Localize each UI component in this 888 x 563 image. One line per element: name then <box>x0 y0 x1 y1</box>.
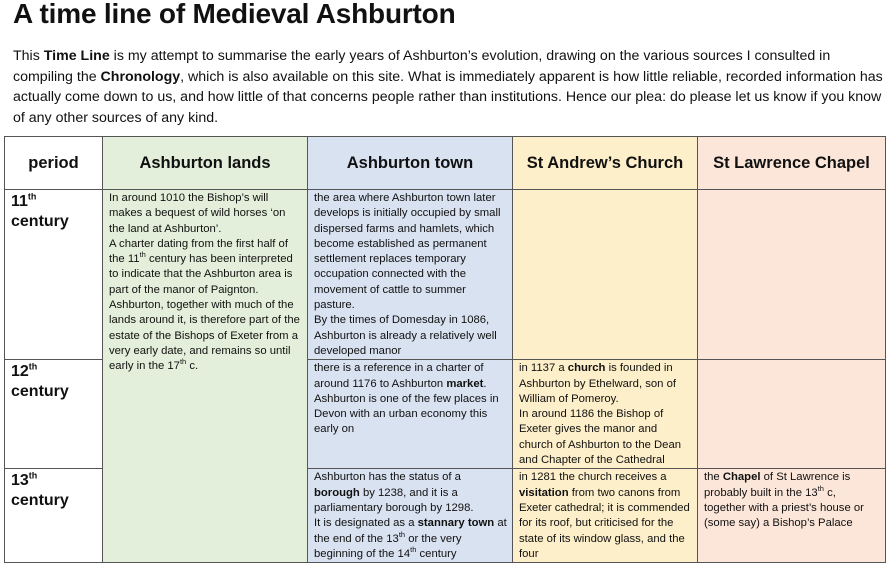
church-cell-11th <box>513 190 698 360</box>
town-cell-13th <box>308 469 513 563</box>
timeline-table <box>4 136 886 563</box>
header-st-lawrence-chapel: St Lawrence Chapel <box>698 137 886 190</box>
time-line-term: Time Line <box>43 48 110 64</box>
header-ashburton-town: Ashburton town <box>308 137 513 190</box>
table-row-11th-century <box>5 190 886 360</box>
chapel-cell-13th <box>698 469 886 563</box>
period-cell <box>5 190 103 360</box>
intro-text: is my attempt to summarise the early years of Ashburton’s evolution, drawing on the various sources I consulted in compiling the <box>13 48 831 85</box>
period-cell <box>5 469 103 563</box>
period-label: 11th century <box>11 191 69 230</box>
church-text: in 1137 a church is founded in Ashburton by Ethelward, son of William of Pomeroy. In around 1186 the Bishop of Exeter gives the manor and church of Ashburton to the Dean and Chapter of the Cathedral <box>519 362 682 467</box>
period-label: 13th century <box>11 471 69 510</box>
header-st-andrews-church: St Andrew’s Church <box>513 137 698 190</box>
intro-paragraph <box>13 46 883 128</box>
church-cell-13th <box>513 469 698 563</box>
period-label: 12th century <box>11 361 69 401</box>
intro-text: , which is also available on this site. What is immediately apparent is how little reliable, recorded information has actually come down to us, and how little of that concerns people rather than institutions. Hence our plea: do please let us know if you know of any other sources of any kind. <box>13 68 883 126</box>
town-text: Ashburton has the status of a borough by 1238, and it is a parliamentary borough by 1298. It is designated as a stannary town at the end of the 13th or the very beginning of the 14th century <box>314 471 507 560</box>
church-text: in 1281 the church receives a visitation from two canons from Exeter cathedral; it is commended for its roof, but criticised for the state of its window glass, and the four <box>519 471 690 560</box>
town-text: there is a reference in a charter of around 1176 to Ashburton market. Ashburton is one of the few places in Devon with an urban economy this early on <box>314 362 499 436</box>
town-text: the area where Ashburton town later develops is initially occupied by small dispersed farms and hamlets, which become established as permanent settlement replaces temporary occupation connected with the movement of cattle to summer pasture. By the times of Domesday in 1086, Ashburton is already a relatively well developed manor <box>314 192 501 357</box>
chronology-term: Chronology <box>100 68 181 85</box>
town-cell-12th <box>308 360 513 469</box>
header-ashburton-lands: Ashburton lands <box>103 137 308 190</box>
header-period: period <box>5 137 103 190</box>
period-cell <box>5 360 103 469</box>
chapel-cell-12th <box>698 360 886 469</box>
town-cell-11th <box>308 190 513 360</box>
page-title: A time line of Medieval Ashburton <box>13 0 456 29</box>
chapel-cell-11th <box>698 190 886 360</box>
chapel-text: the Chapel of St Lawrence is probably built in the 13th c, together with a priest’s house or (some say) a Bishop’s Palace <box>704 471 864 530</box>
lands-text: In around 1010 the Bishop’s will makes a bequest of wild horses ‘on the land at Ashburton’. A charter dating from the first half of the 11th century has been interpreted to indicate that the Ashburton area is part of the manor of Paignton. Ashburton, together with much of the lands around it, is therefore part of the estate of the Bishops of Exeter from a very early date, and remains so until early in the 17th c. <box>109 192 300 373</box>
lands-cell <box>103 190 308 563</box>
header-row <box>5 137 886 190</box>
intro-text: This <box>13 48 44 64</box>
church-cell-12th <box>513 360 698 469</box>
